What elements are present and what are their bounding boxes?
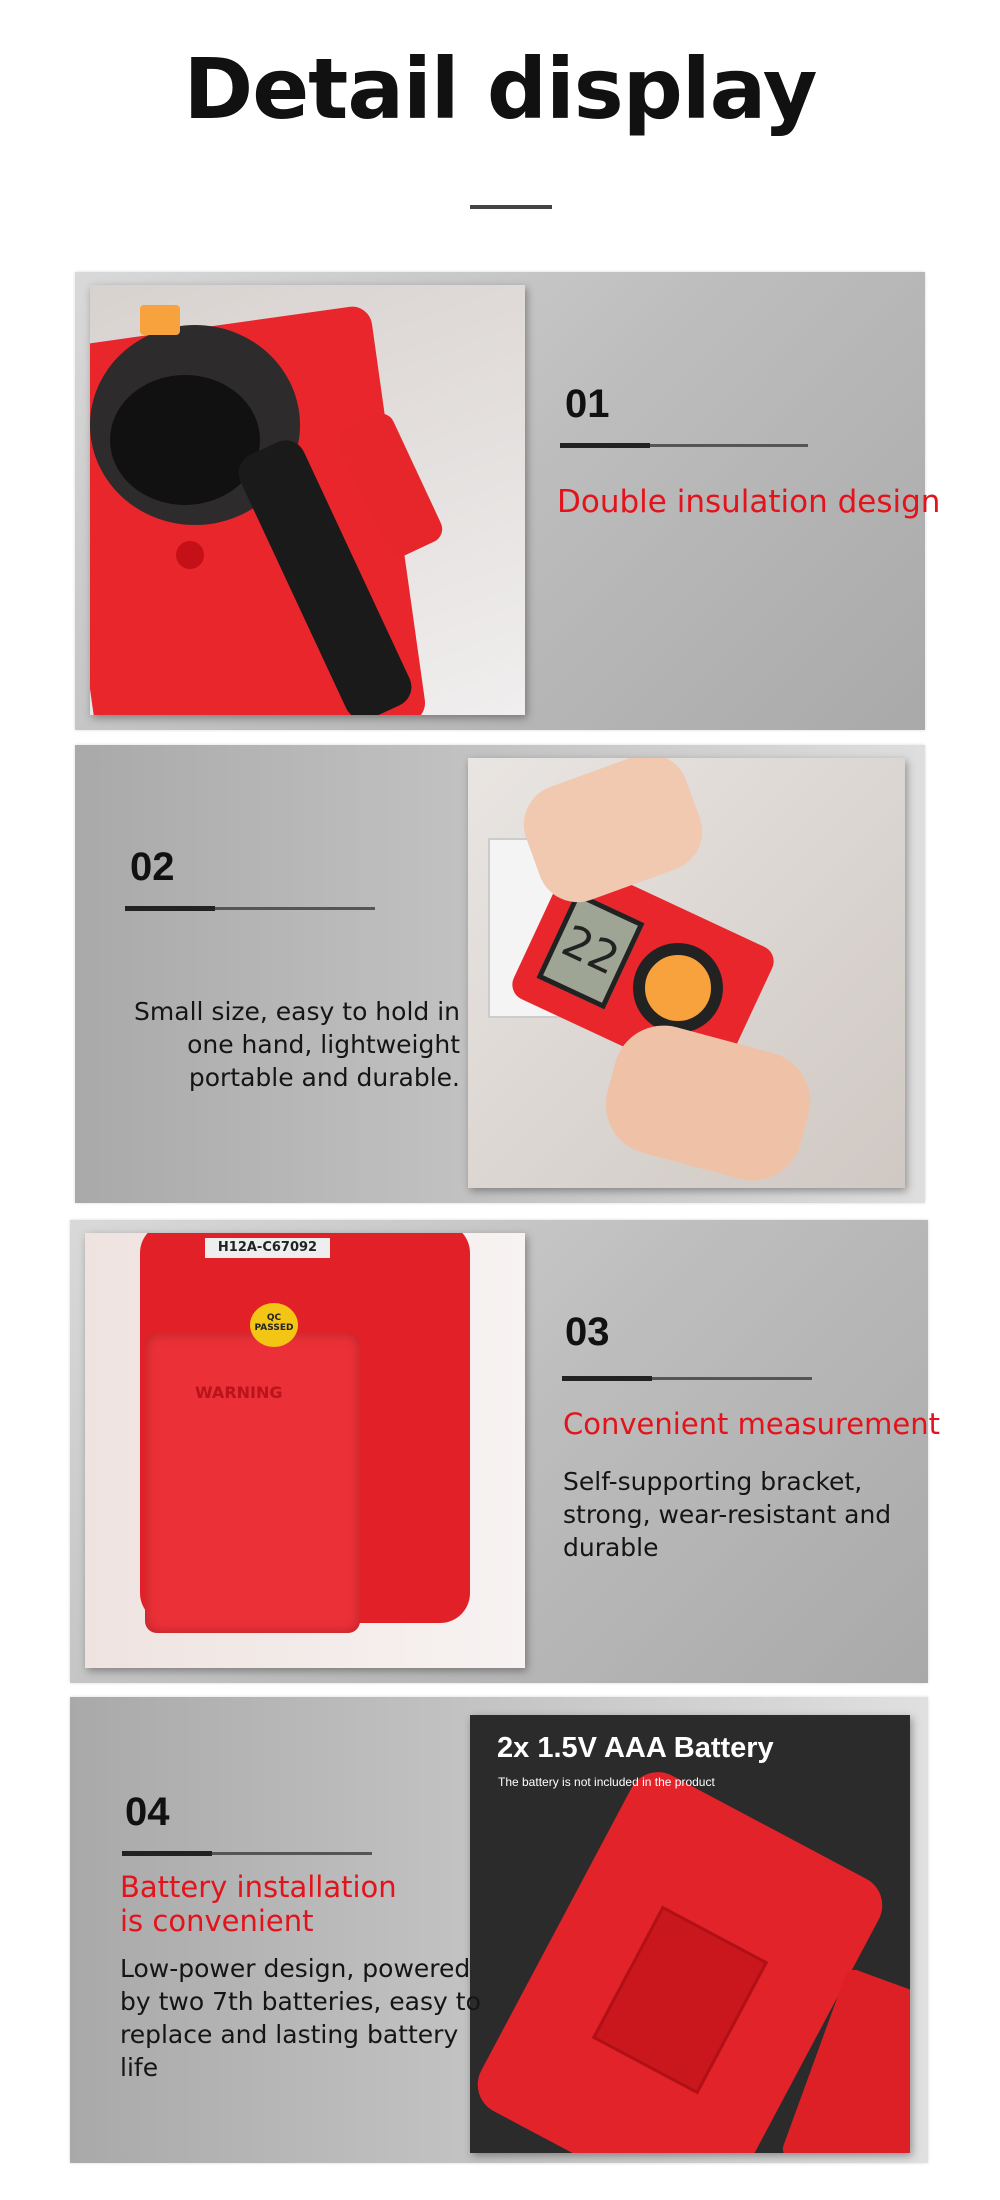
lcd-display: 22 — [536, 892, 644, 1010]
section-number: 01 — [565, 382, 610, 426]
description-line: Low-power design, powered — [120, 1954, 471, 1983]
section-number: 04 — [125, 1790, 170, 1834]
title-divider — [470, 205, 552, 209]
heading-line: Battery installation — [120, 1870, 397, 1904]
section-rule — [562, 1377, 812, 1380]
section-heading — [120, 1870, 397, 1938]
description-line: life — [120, 2053, 159, 2082]
section-rule — [122, 1852, 372, 1855]
handheld-photo — [468, 758, 905, 1188]
warning-text: WARNING — [195, 1383, 283, 1402]
section-heading: Convenient measurement — [563, 1407, 940, 1441]
page-title: Detail display — [183, 40, 817, 138]
section-rule — [560, 444, 808, 447]
battery-title: 2x 1.5V AAA Battery — [497, 1732, 774, 1764]
description-line: replace and lasting battery — [120, 2020, 459, 2049]
section-heading: Double insulation design — [557, 484, 941, 520]
section-description: Self-supporting bracket, strong, wear-resistant and durable — [563, 1467, 892, 1562]
section-rule — [125, 907, 375, 910]
section-description: Small size, easy to hold in one hand, lightweight portable and durable. — [134, 997, 460, 1092]
insulation-photo — [90, 285, 525, 715]
serial-label: H12A-C67092 — [205, 1238, 330, 1258]
qc-badge: QC PASSED — [250, 1303, 298, 1347]
heading-line: is convenient — [120, 1904, 314, 1938]
bracket-photo — [85, 1233, 525, 1668]
battery-photo — [470, 1715, 910, 2153]
description-line: by two 7th batteries, easy to — [120, 1987, 481, 2016]
battery-subtitle: The battery is not included in the product — [498, 1775, 715, 1789]
section-description — [120, 1952, 481, 2084]
section-number: 02 — [130, 845, 175, 889]
section-number: 03 — [565, 1310, 610, 1354]
